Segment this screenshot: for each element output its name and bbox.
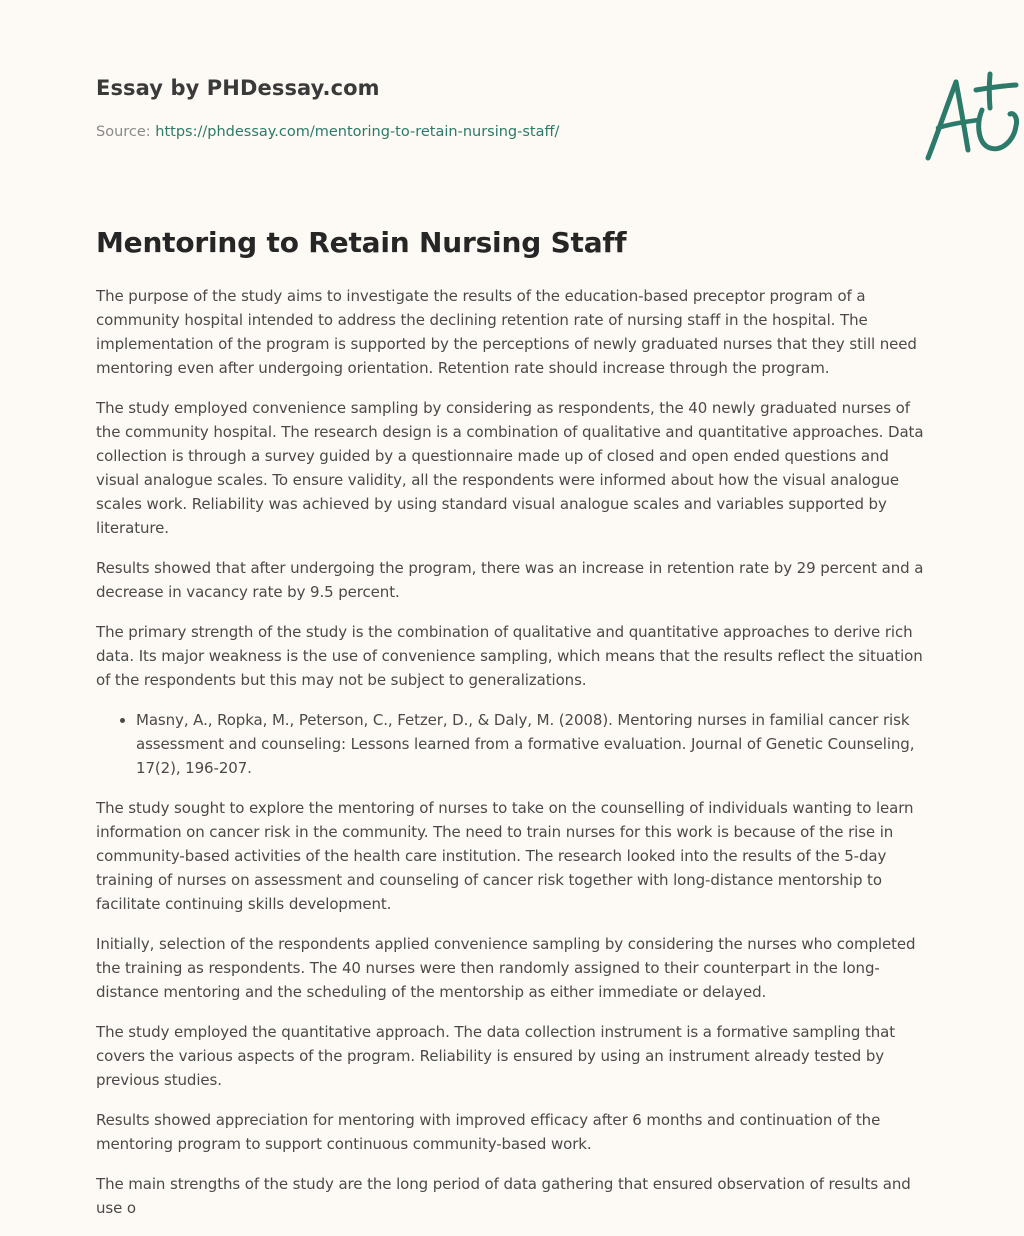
paragraph: Results showed appreciation for mentoring with improved efficacy after 6 months and continuation of the mentoring program to support continuous community-based work.	[96, 1111, 881, 1153]
paragraph: The study sought to explore the mentoring of nurses to take on the counselling of individuals wanting to learn information on cancer risk in the community. The need to train nurses for this work is because of the rise in community-based activities of the health care institution. The research looked into the results of the 5-day training of nurses on assessment and counseling of cancer risk together with long-distance mentorship to facilitate continuing skills development.	[96, 799, 914, 913]
source-line	[96, 124, 559, 140]
paragraph: Results showed that after undergoing the program, there was an increase in retention rate by 29 percent and a decrease in vacancy rate by 9.5 percent.	[96, 559, 924, 601]
paragraph: Initially, selection of the respondents applied convenience sampling by considering the nurses who completed the training as respondents. The 40 nurses were then randomly assigned to their counterpart in the long-distance mentoring and the scheduling of the mentorship as either immediate or delayed.	[96, 935, 916, 1001]
paragraph: The primary strength of the study is the combination of qualitative and quantitative approaches to derive rich data. Its major weakness is the use of convenience sampling, which means that the results reflect the situation of the respondents but this may not be subject to generalizations.	[96, 623, 923, 689]
article-title: Mentoring to Retain Nursing Staff	[96, 226, 627, 259]
a-plus-grade-icon	[916, 68, 1024, 168]
paragraph: The main strengths of the study are the long period of data gathering that ensured observation of results and use o	[96, 1175, 911, 1217]
paragraph: The study employed the quantitative approach. The data collection instrument is a formative sampling that covers the various aspects of the program. Reliability is ensured by using an instrument already tested by previous studies.	[96, 1023, 896, 1089]
source-link[interactable]: https://phdessay.com/mentoring-to-retain-nursing-staff/	[155, 124, 560, 140]
source-label: Source:	[96, 124, 151, 140]
article-body	[96, 284, 928, 1236]
paragraph: The study employed convenience sampling by considering as respondents, the 40 newly graduated nurses of the community hospital. The research design is a combination of qualitative and quantitative approaches. Data collection is through a survey guided by a questionnaire made up of closed and open ended questions and visual analogue scales. To ensure validity, all the respondents were informed about how the visual analogue scales work. Reliability was achieved by using standard visual analogue scales and variables supported by literature.	[96, 399, 924, 537]
site-brand: Essay by PHDessay.com	[96, 76, 380, 100]
reference-item: • Masny, A., Ropka, M., Peterson, C., Fetzer, D., & Daly, M. (2008). Mentoring nurses in familial cancer risk assessment and counseling: Lessons learned from a formative evaluation. Journal of Genetic Counseling, 17(2), 196-207.	[136, 708, 928, 780]
paragraph: The purpose of the study aims to investigate the results of the education-based preceptor program of a community hospital intended to address the declining retention rate of nursing staff in the hospital. The implementation of the program is supported by the perceptions of newly graduated nurses that they still need mentoring even after undergoing orientation. Retention rate should increase through the program.	[96, 287, 917, 377]
reference-list	[96, 708, 928, 780]
